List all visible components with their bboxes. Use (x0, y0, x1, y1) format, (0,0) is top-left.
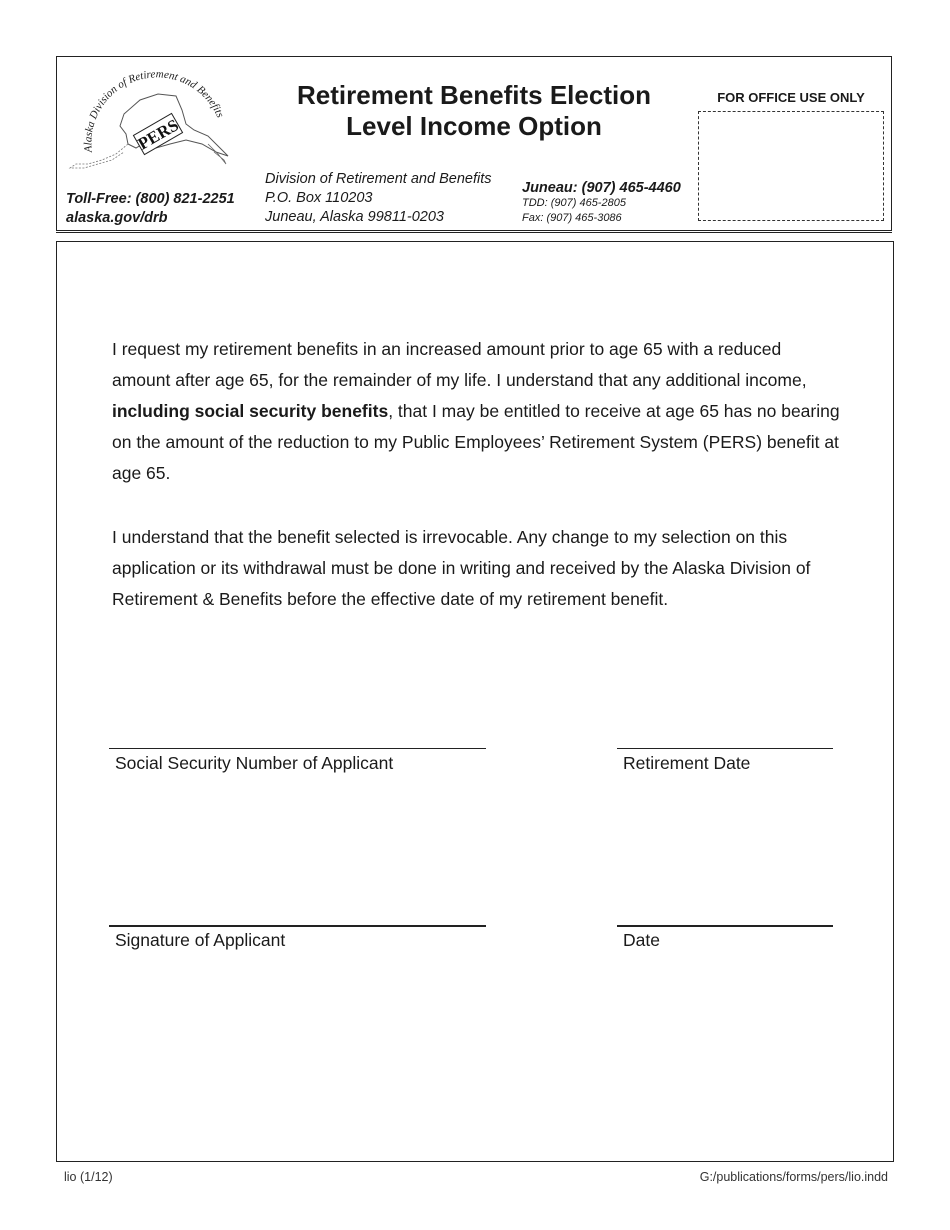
signature-field[interactable] (109, 925, 486, 927)
office-use-box (698, 111, 884, 221)
city-zip: Juneau, Alaska 99811-0203 (265, 209, 444, 225)
po-box: P.O. Box 110203 (265, 190, 373, 206)
retirement-date-field[interactable] (617, 748, 833, 749)
tdd-phone: TDD: (907) 465-2805 (522, 197, 626, 209)
title-line-2: Level Income Option (346, 111, 602, 141)
date-label: Date (623, 930, 660, 950)
toll-free-number: Toll-Free: (800) 821-2251 (66, 191, 235, 207)
division-name: Division of Retirement and Benefits (265, 171, 492, 187)
statement-emphasis: including social security benefits (112, 401, 389, 421)
logo-arc-text: Alaska Division of Retirement and Benefits (82, 68, 227, 153)
file-path: G:/publications/forms/pers/lio.indd (699, 1170, 888, 1184)
website-link[interactable]: alaska.gov/drb (66, 210, 168, 226)
contact-block (66, 190, 235, 228)
page-title (266, 80, 682, 142)
ssn-field[interactable] (109, 748, 486, 749)
pers-logo (62, 64, 240, 182)
title-line-1: Retirement Benefits Election (297, 80, 651, 110)
juneau-phone: Juneau: (907) 465-4460 (522, 180, 681, 196)
office-use-label: FOR OFFICE USE ONLY (717, 90, 865, 105)
ssn-label: Social Security Number of Applicant (115, 753, 394, 773)
logo-badge-text: PERS (134, 115, 182, 154)
mailing-address (265, 170, 491, 227)
fax-number: Fax: (907) 465-3086 (522, 212, 622, 224)
irrevocable-statement: I understand that the benefit selected is irrevocable. Any change to my selection on this application or its withdrawal must be done in writing and received by the Alaska Division of Retirement & Benefits before the effective date of my retirement benefit. (112, 527, 811, 609)
statement-text-end: , that I may be entitled to receive at age 65 has no bearing on the amount of the reduction to my Public Employees’ Retirement System (PERS) benefit at age 65. (112, 401, 840, 483)
form-code: lio (1/12) (64, 1170, 113, 1184)
statement-text-start: I request my retirement benefits in an increased amount prior to age 65 with a reduced amount after age 65, for the remainder of my life. I understand that any additional income, (112, 339, 807, 390)
election-statement (112, 334, 842, 489)
signature-label: Signature of Applicant (115, 930, 286, 950)
retirement-date-label: Retirement Date (623, 753, 751, 773)
date-field[interactable] (617, 925, 833, 927)
header-divider (56, 232, 892, 233)
